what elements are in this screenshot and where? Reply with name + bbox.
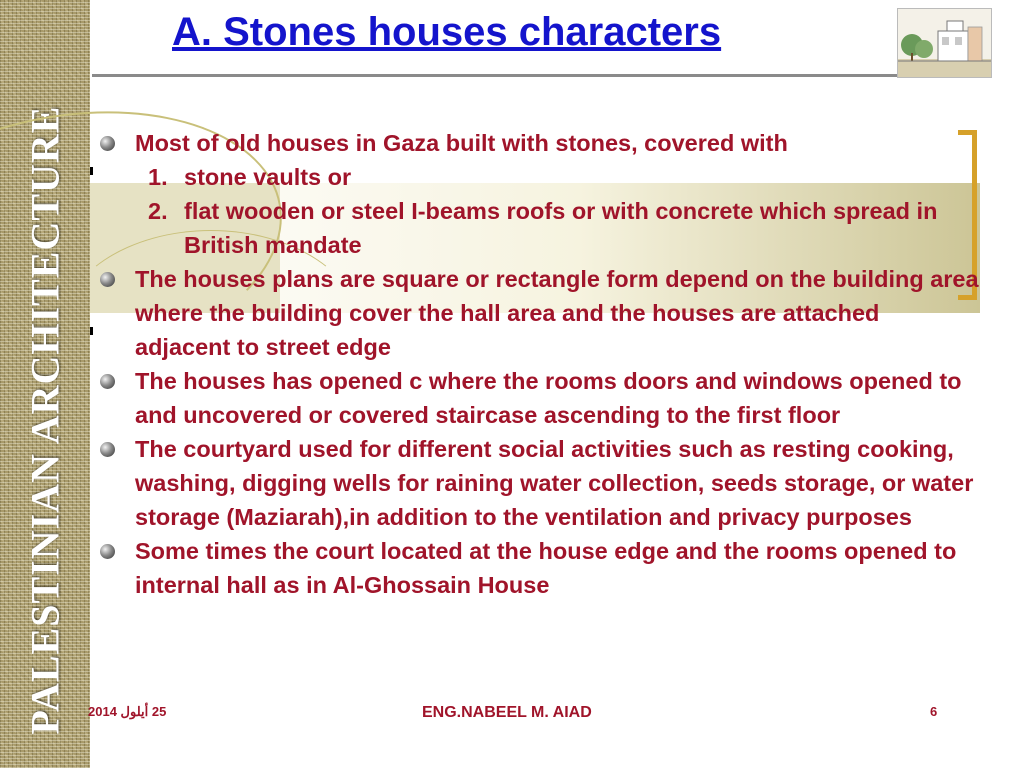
slide-title: A. Stones houses characters <box>172 10 722 54</box>
item-number: 2. <box>148 198 168 224</box>
title-divider <box>92 74 897 77</box>
numbered-text: stone vaults or <box>184 164 352 190</box>
bullet-item <box>100 126 980 160</box>
numbered-item <box>100 194 980 262</box>
bullet-icon <box>100 442 115 457</box>
footer-author: ENG.NABEEL M. AIAD <box>422 704 592 721</box>
bullet-text: The houses has opened c where the rooms doors and windows opened to and uncovered or covered staircase ascending to the first floor <box>135 368 962 428</box>
bullet-item <box>100 364 980 432</box>
bullet-item <box>100 262 980 364</box>
bullet-text: The houses plans are square or rectangle form depend on the building area where the building cover the hall area and the houses are attached adjacent to street edge <box>135 266 979 360</box>
footer-date: 25 أيلول 2014 <box>88 704 167 719</box>
bullet-item <box>100 534 980 602</box>
bullet-text: Some times the court located at the house edge and the rooms opened to internal hall as in Al-Ghossain House <box>135 538 957 598</box>
bullet-icon <box>100 374 115 389</box>
numbered-item <box>100 160 980 194</box>
decorative-tick <box>90 167 93 175</box>
sidebar-title: PALESTINIAN ARCHITECTURE <box>22 105 68 735</box>
bullet-item <box>100 432 980 534</box>
numbered-text: flat wooden or steel I-beams roofs or with concrete which spread in British mandate <box>184 198 938 258</box>
house-section-drawing-icon <box>897 8 992 78</box>
bullet-icon <box>100 272 115 287</box>
page-number: 6 <box>930 704 938 719</box>
bullet-icon <box>100 136 115 151</box>
slide-content <box>100 126 980 602</box>
decorative-tick <box>90 327 93 335</box>
bullet-text: Most of old houses in Gaza built with stones, covered with <box>135 130 788 156</box>
item-number: 1. <box>148 164 168 190</box>
bullet-icon <box>100 544 115 559</box>
bullet-text: The courtyard used for different social activities such as resting cooking, washing, digging wells for raining water collection, seeds storage, or water storage (Maziarah),in addition to the ventilation and privacy purposes <box>135 436 974 530</box>
